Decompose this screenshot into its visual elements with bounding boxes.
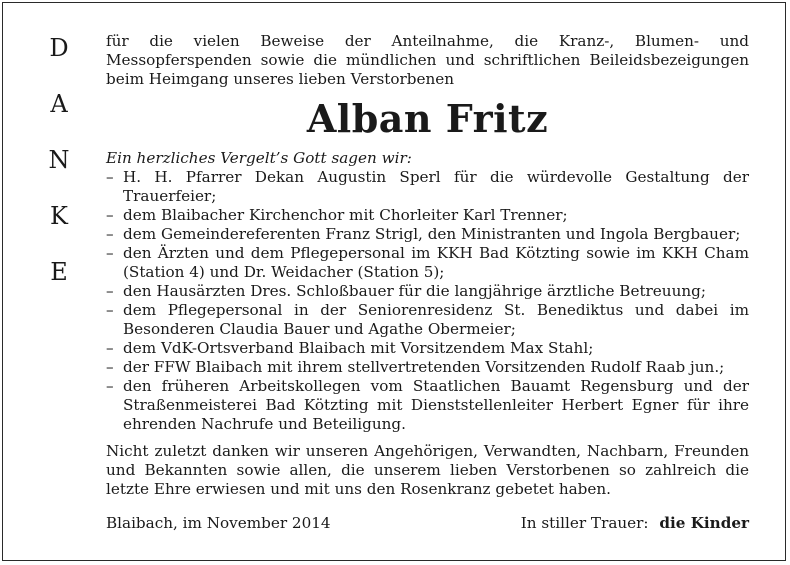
danke-letter: E [50, 258, 68, 286]
list-item-text: der FFW Blaibach mit ihrem stellvertretenden Vorsitzenden Rudolf Raab jun.; [123, 358, 725, 376]
dash-bullet: – [106, 244, 114, 262]
dash-bullet: – [106, 282, 114, 300]
list-item [106, 377, 749, 434]
list-item [106, 301, 749, 339]
list-item [106, 339, 749, 358]
notice-content [106, 32, 749, 499]
list-item [106, 244, 749, 282]
place-date: Blaibach, im November 2014 [106, 514, 331, 532]
list-item-text: dem Pflegepersonal in der Seniorenresidenz St. Benediktus und dabei im Besonderen Claudia Bauer und Agathe Obermeier; [123, 301, 749, 338]
signature [521, 514, 749, 533]
list-item-text: H. H. Pfarrer Dekan Augustin Sperl für die würdevolle Gestaltung der Trauerfeier; [123, 168, 749, 205]
dash-bullet: – [106, 358, 114, 376]
danke-letter: K [50, 202, 68, 230]
mourners: die Kinder [659, 514, 749, 532]
list-item-text: dem Blaibacher Kirchenchor mit Chorleiter Karl Trenner; [123, 206, 568, 224]
mourning-label: In stiller Trauer: [520, 514, 649, 532]
deceased-name: Alban Fritz [306, 96, 549, 141]
list-item [106, 282, 749, 301]
list-item-text: den Ärzten und dem Pflegepersonal im KKH Bad Kötzting sowie im KKH Cham (Station 4) und Dr. Weidacher (Station 5); [123, 244, 749, 281]
dash-bullet: – [106, 377, 114, 395]
list-item-text: dem Gemeindereferenten Franz Strigl, den Ministranten und Ingola Bergbauer; [123, 225, 741, 243]
danke-letter: N [48, 146, 70, 174]
dash-bullet: – [106, 225, 114, 243]
list-item [106, 358, 749, 377]
dash-bullet: – [106, 206, 114, 224]
danke-letter: A [50, 90, 68, 118]
list-item [106, 168, 749, 206]
list-item [106, 206, 749, 225]
list-item-text: dem VdK-Ortsverband Blaibach mit Vorsitzendem Max Stahl; [123, 339, 594, 357]
intro-text: für die vielen Beweise der Anteilnahme, die Kranz-, Blumen- und Messopferspenden sowie die mündlichen und schriftlichen Beileidsbezeigungen beim Heimgang unseres lieben Verstorbenen [106, 32, 749, 88]
dash-bullet: – [106, 168, 114, 186]
closing-text: Nicht zuletzt danken wir unseren Angehörigen, Verwandten, Nachbarn, Freunden und Bekannten sowie allen, die unserem lieben Verstorbenen so zahlreich die letzte Ehre erwiesen und mit uns den Rosenkranz gebetet haben. [106, 442, 749, 498]
danke-letter: D [49, 34, 69, 62]
danke-vertical-heading [44, 36, 74, 316]
dash-bullet: – [106, 339, 114, 357]
list-item-text: den früheren Arbeitskollegen vom Staatlichen Bauamt Regensburg und der Straßenmeisterei Bad Kötzting mit Dienststellenleiter Herbert Egner für ihre ehrenden Nachrufe und Beteiligung. [123, 377, 749, 433]
thanks-heading: Ein herzliches Vergelt’s Gott sagen wir: [106, 149, 412, 167]
dash-bullet: – [106, 301, 114, 319]
thanks-list [106, 168, 749, 434]
list-item-text: den Hausärzten Dres. Schloßbauer für die langjährige ärztliche Betreuung; [123, 282, 706, 300]
list-item [106, 225, 749, 244]
